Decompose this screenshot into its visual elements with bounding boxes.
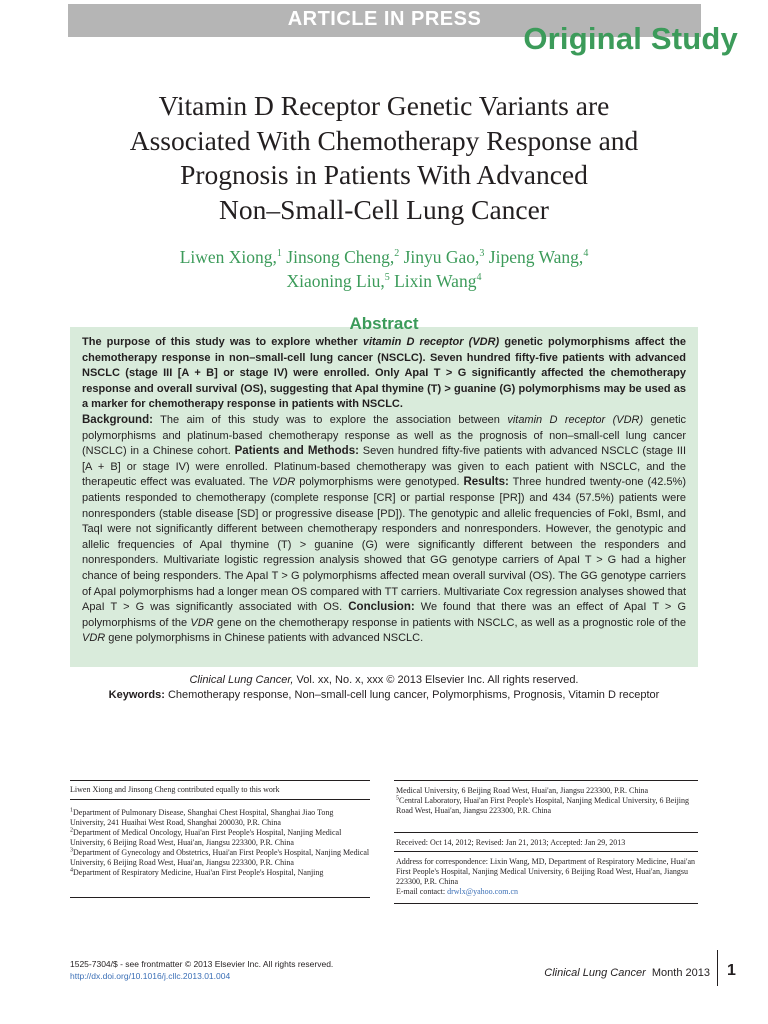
- citation-line: [0, 674, 768, 686]
- affiliation-list: [70, 808, 370, 878]
- title-line: Vitamin D Receptor Genetic Variants are: [158, 90, 610, 121]
- methods-text: polymorphisms were genotyped.: [295, 476, 464, 489]
- affiliation-text: Department of Medical Oncology, Huai'an First People's Hospital, Nanjing Medical University, 6 Beijing Road West, Huai'an, Jiangsu 223300, P.R. China: [70, 828, 342, 847]
- summary-text: The purpose of this study was to explore whether: [82, 336, 363, 348]
- conclusion-emphasis: VDR: [190, 616, 214, 629]
- conclusion-text: gene on the chemotherapy response in patients with NSCLC, as well as a prognostic role of the: [213, 616, 687, 629]
- author-affiliation-marker: 4: [583, 248, 589, 260]
- results-label: Results:: [463, 476, 509, 489]
- affiliation-5: [396, 796, 696, 816]
- summary-text: genetic polymorphisms affect the chemotherapy response in non–small-cell lung cancer (NSCLC). Seven hundred fifty-five patients with advanced NSCLC (stage III [A + B] or stage IV) were enrolled. Only ApaI T > G significantly affected the chemotherapy response and overall survival (OS), suggesting that ApaI thymine (T) > guanine (G) polymorphisms may be used as a marker for chemotherapy response in patients with NSCLC.: [82, 336, 686, 411]
- title-line: Non–Small-Cell Lung Cancer: [219, 193, 549, 225]
- page-number: 1: [727, 962, 736, 979]
- footnote-rule: [70, 780, 370, 781]
- citation-journal: Clinical Lung Cancer,: [189, 674, 294, 686]
- results-text: Three hundred twenty-one (42.5%) patients responded to chemotherapy (complete response [CR] or partial response [PR]) and 434 (57.5%) patients were nonresponders (stable disease [SD] or progressive disease [PD]). The genotypic and allelic frequencies of FokI, BsmI, and TaqI were not significantly different between chemotherapy responders and nonresponders. However, the genotypic and allelic frequencies of ApaI thymine (T) > guanine (G) were significantly different between the responders and nonresponders. Multivariate logistic regression analysis showed that GG genotype carriers of ApaI T > G had a higher chance of being responders. The ApaI T > G polymorphisms affected mean overall survival (OS). The GG genotype carriers of ApaI polymorphisms had a longer mean OS compared with TT carriers. Multivariate Cox regression analyses showed that ApaI T > G was significantly associated with OS.: [82, 476, 686, 614]
- footer-journal: Clinical Lung Cancer: [544, 967, 646, 979]
- footnote-rule: [70, 799, 370, 800]
- background-text: genetic polymorphisms and platinum-based chemotherapy response as well as the prognosis of non–small-cell lung cancer (NSCLC) in a Chinese cohort.: [82, 413, 687, 458]
- title-line: Prognosis in Patients With Advanced: [180, 159, 588, 190]
- footnote-rule: [394, 903, 698, 904]
- keywords-label: Keywords:: [108, 689, 165, 701]
- affiliation-marker: 2: [70, 827, 73, 834]
- banner-text: ARTICLE IN PRESS: [287, 8, 482, 30]
- author-name: Jipeng Wang,: [488, 247, 584, 267]
- abstract-heading: Abstract: [349, 314, 419, 333]
- correspondence-address: Address for correspondence: Lixin Wang, MD, Department of Respiratory Medicine, Huai'an First People's Hospital, Nanjing Medical University, 6 Beijing Road West, Huai'an, Jiangsu 223300, P.R. China: [396, 857, 696, 886]
- methods-text: Seven hundred fifty-five patients with advanced NSCLC (stage III [A + B] or stage IV) were enrolled. Platinum-based chemotherapy was given to each patient with NSCLC, and the therapeutic effect was evaluated. The: [82, 445, 687, 489]
- email-link[interactable]: drwlx@yahoo.com.cn: [447, 887, 518, 896]
- conclusion-emphasis: VDR: [82, 632, 106, 645]
- author-affiliation-marker: 4: [476, 272, 482, 284]
- affiliation-1: [70, 808, 370, 828]
- abstract-box: [70, 327, 698, 667]
- affiliation-marker: 3: [70, 847, 73, 854]
- author-affiliation-marker: 5: [384, 272, 390, 284]
- affiliation-4: [70, 868, 370, 878]
- footnote-equal-contribution: Liwen Xiong and Jinsong Cheng contributed equally to this work: [70, 785, 280, 794]
- author-affiliation-marker: 2: [394, 248, 400, 260]
- author-line-2: [70, 269, 698, 293]
- footnote-rule: [394, 851, 698, 852]
- keywords-line: [0, 689, 768, 701]
- author-affiliation-marker: 1: [276, 248, 282, 260]
- abstract-summary: [82, 335, 686, 413]
- article-title: [70, 89, 698, 227]
- summary-emphasis: vitamin D receptor (VDR): [362, 336, 500, 348]
- affiliation-list-continued: [396, 786, 696, 816]
- correspondence: [396, 857, 696, 897]
- keywords-text: Chemotherapy response, Non–small-cell lung cancer, Polymorphisms, Prognosis, Vitamin D receptor: [164, 689, 660, 701]
- footer-running-head: [544, 967, 710, 979]
- footnote-rule: [394, 780, 698, 781]
- affiliation-text: Department of Pulmonary Disease, Shanghai Chest Hospital, Shanghai Jiao Tong University, 241 Huaihai West Road, Shanghai 200030, P.R. China: [70, 808, 334, 827]
- methods-label: Patients and Methods:: [234, 445, 359, 458]
- issn-line: 1525-7304/$ - see frontmatter © 2013 Elsevier Inc. All rights reserved.: [70, 959, 334, 969]
- dates-line: Received: Oct 14, 2012; Revised: Jan 21, 2013; Accepted: Jan 29, 2013: [396, 838, 626, 847]
- conclusion-text: gene polymorphisms in Chinese patients with advanced NSCLC.: [105, 632, 424, 645]
- author-name: Xiaoning Liu,: [286, 271, 385, 291]
- affiliation-text: Department of Gynecology and Obstetrics, Huai'an First People's Hospital, Nanjing Medical University, 6 Beijing Road West, Huai'an, Jiangsu 223300, P.R. China: [70, 848, 370, 867]
- author-affiliation-marker: 3: [479, 248, 485, 260]
- background-label: Background:: [82, 413, 153, 426]
- affiliation-marker: 4: [70, 867, 73, 874]
- email-label: E-mail contact:: [396, 887, 448, 896]
- author-name: Lixin Wang: [394, 271, 477, 291]
- correspondence-email: [396, 887, 696, 897]
- footnote-rule: [394, 832, 698, 833]
- affiliation-3: [70, 848, 370, 868]
- conclusion-label: Conclusion:: [348, 601, 415, 614]
- affiliation-2: [70, 828, 370, 848]
- section-label: Original Study: [523, 21, 738, 56]
- conclusion-text: We found that there was an effect of ApaI T > G polymorphisms of the: [82, 601, 686, 629]
- affiliation-text: Central Laboratory, Huai'an First People's Hospital, Nanjing Medical University, 6 Beijing Road West, Huai'an, Jiangsu 223300, P.R. China: [396, 796, 690, 815]
- doi-link[interactable]: http://dx.doi.org/10.1016/j.cllc.2013.01.004: [70, 971, 231, 981]
- methods-emphasis: VDR: [272, 476, 296, 489]
- abstract-body: [82, 413, 686, 647]
- footer-month: Month 2013: [651, 967, 710, 979]
- footer-divider: [717, 950, 718, 986]
- author-name: Jinyu Gao,: [403, 247, 480, 267]
- author-name: Liwen Xiong,: [179, 247, 277, 267]
- footnote-rule: [70, 897, 370, 898]
- author-line-1: [70, 245, 698, 269]
- title-line: Associated With Chemotherapy Response and: [129, 124, 639, 156]
- background-text: The aim of this study was to explore the association between: [152, 413, 508, 426]
- affiliation-text: Department of Respiratory Medicine, Huai'an First People's Hospital, Nanjing: [73, 868, 324, 877]
- affiliation-marker: 5: [396, 795, 399, 802]
- author-list: [70, 245, 698, 293]
- author-name: Jinsong Cheng,: [286, 247, 395, 267]
- citation-text: Vol. xx, No. x, xxx © 2013 Elsevier Inc. All rights reserved.: [293, 674, 579, 686]
- affiliation-4-continued: Medical University, 6 Beijing Road West, Huai'an, Jiangsu 223300, P.R. China: [396, 786, 649, 795]
- footer-left: [70, 958, 333, 982]
- background-emphasis: vitamin D receptor (VDR): [507, 413, 644, 426]
- affiliation-marker: 1: [70, 807, 73, 814]
